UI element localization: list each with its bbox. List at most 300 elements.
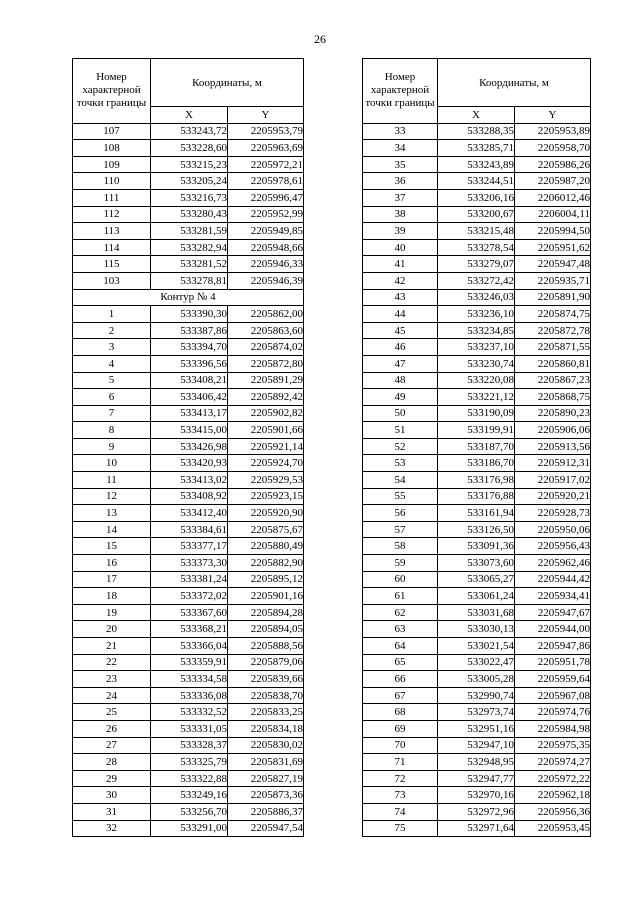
point-number-cell: 8 xyxy=(73,422,151,439)
y-coordinate-cell: 2205863,60 xyxy=(228,322,304,339)
x-coordinate-cell: 533367,60 xyxy=(151,604,228,621)
y-coordinate-cell: 2205874,75 xyxy=(515,306,591,323)
point-number-cell: 16 xyxy=(73,555,151,572)
y-coordinate-cell: 2205986,26 xyxy=(515,156,591,173)
y-coordinate-cell: 2205974,76 xyxy=(515,704,591,721)
y-coordinate-cell: 2205920,90 xyxy=(228,505,304,522)
table-row xyxy=(73,123,304,140)
point-number-cell: 114 xyxy=(73,239,151,256)
y-coordinate-cell: 2205963,69 xyxy=(228,140,304,157)
point-number-cell: 65 xyxy=(363,654,438,671)
table-row xyxy=(363,123,591,140)
table-row xyxy=(363,505,591,522)
table-row xyxy=(73,173,304,190)
point-number-cell: 49 xyxy=(363,389,438,406)
point-number-cell: 71 xyxy=(363,754,438,771)
table-row xyxy=(363,704,591,721)
point-number-cell: 21 xyxy=(73,638,151,655)
point-number-cell: 63 xyxy=(363,621,438,638)
page-number: 26 xyxy=(314,32,326,46)
y-coordinate-cell: 2205888,56 xyxy=(228,638,304,655)
y-coordinate-cell: 2205913,56 xyxy=(515,438,591,455)
table-row xyxy=(363,687,591,704)
x-coordinate-cell: 532947,77 xyxy=(438,770,515,787)
contour-label: Контур № 4 xyxy=(73,289,304,306)
table-row xyxy=(73,770,304,787)
y-coordinate-cell: 2205947,54 xyxy=(228,820,304,837)
y-coordinate-cell: 2205948,66 xyxy=(228,239,304,256)
y-coordinate-cell: 2205987,20 xyxy=(515,173,591,190)
point-number-cell: 29 xyxy=(73,770,151,787)
x-coordinate-cell: 533408,21 xyxy=(151,372,228,389)
x-column-header: X xyxy=(151,107,228,124)
table-row xyxy=(73,322,304,339)
table-row xyxy=(363,422,591,439)
y-coordinate-cell: 2205962,46 xyxy=(515,555,591,572)
table-row xyxy=(363,405,591,422)
x-coordinate-cell: 533243,89 xyxy=(438,156,515,173)
y-coordinate-cell: 2205831,69 xyxy=(228,754,304,771)
y-coordinate-cell: 2205944,00 xyxy=(515,621,591,638)
y-coordinate-cell: 2205834,18 xyxy=(228,720,304,737)
table-row xyxy=(363,355,591,372)
x-coordinate-cell: 533230,74 xyxy=(438,355,515,372)
point-number-cell: 68 xyxy=(363,704,438,721)
y-coordinate-cell: 2205827,19 xyxy=(228,770,304,787)
table-row xyxy=(73,140,304,157)
point-number-cell: 66 xyxy=(363,671,438,688)
y-coordinate-cell: 2205956,43 xyxy=(515,538,591,555)
y-coordinate-cell: 2205972,21 xyxy=(228,156,304,173)
x-coordinate-cell: 532948,95 xyxy=(438,754,515,771)
table-row xyxy=(73,687,304,704)
point-number-cell: 5 xyxy=(73,372,151,389)
table-row xyxy=(363,272,591,289)
point-number-cell: 115 xyxy=(73,256,151,273)
x-coordinate-cell: 533200,67 xyxy=(438,206,515,223)
table-row xyxy=(73,156,304,173)
table-row xyxy=(363,206,591,223)
table-row xyxy=(363,571,591,588)
coordinates-table-right xyxy=(362,58,591,837)
table-row xyxy=(73,638,304,655)
y-coordinate-cell: 2205953,79 xyxy=(228,123,304,140)
table-row xyxy=(73,521,304,538)
y-coordinate-cell: 2205917,02 xyxy=(515,472,591,489)
y-coordinate-cell: 2205962,18 xyxy=(515,787,591,804)
table-row xyxy=(363,438,591,455)
point-number-cell: 64 xyxy=(363,638,438,655)
table-row xyxy=(73,505,304,522)
y-coordinate-cell: 2205951,62 xyxy=(515,239,591,256)
y-coordinate-cell: 2205947,48 xyxy=(515,256,591,273)
table-row xyxy=(363,140,591,157)
point-number-cell: 33 xyxy=(363,123,438,140)
point-number-cell: 70 xyxy=(363,737,438,754)
point-number-cell: 69 xyxy=(363,720,438,737)
table-row xyxy=(73,588,304,605)
table-row xyxy=(73,654,304,671)
x-coordinate-cell: 533387,86 xyxy=(151,322,228,339)
point-number-cell: 40 xyxy=(363,239,438,256)
table-row xyxy=(73,422,304,439)
x-coordinate-cell: 533005,28 xyxy=(438,671,515,688)
x-coordinate-cell: 533272,42 xyxy=(438,272,515,289)
y-coordinate-cell: 2205833,25 xyxy=(228,704,304,721)
table-row xyxy=(363,820,591,837)
point-number-header: Номер характерной точки границы xyxy=(363,59,438,124)
point-number-header: Номер характерной точки границы xyxy=(73,59,151,124)
y-coordinate-cell: 2205994,50 xyxy=(515,223,591,240)
table-row xyxy=(73,737,304,754)
x-coordinate-cell: 533206,16 xyxy=(438,189,515,206)
x-coordinate-cell: 533413,17 xyxy=(151,405,228,422)
x-coordinate-cell: 533412,40 xyxy=(151,505,228,522)
point-number-cell: 24 xyxy=(73,687,151,704)
table-row xyxy=(363,638,591,655)
table-row xyxy=(73,306,304,323)
table-row xyxy=(73,256,304,273)
x-coordinate-cell: 533394,70 xyxy=(151,339,228,356)
point-number-cell: 1 xyxy=(73,306,151,323)
point-number-cell: 45 xyxy=(363,322,438,339)
x-coordinate-cell: 533221,12 xyxy=(438,389,515,406)
x-coordinate-cell: 533091,36 xyxy=(438,538,515,555)
table-row xyxy=(73,389,304,406)
x-coordinate-cell: 533031,68 xyxy=(438,604,515,621)
table-row xyxy=(73,189,304,206)
y-coordinate-cell: 2205879,06 xyxy=(228,654,304,671)
y-coordinate-cell: 2205975,35 xyxy=(515,737,591,754)
x-coordinate-cell: 533331,05 xyxy=(151,720,228,737)
x-coordinate-cell: 533205,24 xyxy=(151,173,228,190)
y-coordinate-cell: 2205950,06 xyxy=(515,521,591,538)
x-coordinate-cell: 533244,51 xyxy=(438,173,515,190)
x-coordinate-cell: 532990,74 xyxy=(438,687,515,704)
table-row xyxy=(363,720,591,737)
x-coordinate-cell: 532972,96 xyxy=(438,803,515,820)
y-coordinate-cell: 2205974,27 xyxy=(515,754,591,771)
x-coordinate-cell: 532970,16 xyxy=(438,787,515,804)
y-coordinate-cell: 2205953,45 xyxy=(515,820,591,837)
point-number-cell: 107 xyxy=(73,123,151,140)
x-coordinate-cell: 533249,16 xyxy=(151,787,228,804)
table-row xyxy=(363,654,591,671)
x-coordinate-cell: 533384,61 xyxy=(151,521,228,538)
x-coordinate-cell: 533216,73 xyxy=(151,189,228,206)
table-row xyxy=(73,272,304,289)
x-coordinate-cell: 533334,58 xyxy=(151,671,228,688)
point-number-cell: 35 xyxy=(363,156,438,173)
x-coordinate-cell: 533285,71 xyxy=(438,140,515,157)
x-coordinate-cell: 533281,52 xyxy=(151,256,228,273)
y-coordinate-cell: 2205912,31 xyxy=(515,455,591,472)
table-row xyxy=(363,621,591,638)
y-coordinate-cell: 2205946,33 xyxy=(228,256,304,273)
table-row xyxy=(73,472,304,489)
x-coordinate-cell: 533325,79 xyxy=(151,754,228,771)
table-row xyxy=(363,604,591,621)
y-coordinate-cell: 2205874,02 xyxy=(228,339,304,356)
x-coordinate-cell: 533022,47 xyxy=(438,654,515,671)
point-number-cell: 112 xyxy=(73,206,151,223)
point-number-cell: 4 xyxy=(73,355,151,372)
x-coordinate-cell: 532947,10 xyxy=(438,737,515,754)
x-coordinate-cell: 533279,07 xyxy=(438,256,515,273)
y-coordinate-cell: 2205894,28 xyxy=(228,604,304,621)
table-row xyxy=(363,538,591,555)
point-number-cell: 23 xyxy=(73,671,151,688)
table-row xyxy=(363,389,591,406)
x-coordinate-cell: 533246,03 xyxy=(438,289,515,306)
y-coordinate-cell: 2205928,73 xyxy=(515,505,591,522)
coordinates-header: Координаты, м xyxy=(438,59,591,107)
point-number-cell: 34 xyxy=(363,140,438,157)
table-row xyxy=(363,156,591,173)
y-coordinate-cell: 2205901,66 xyxy=(228,422,304,439)
x-coordinate-cell: 533328,37 xyxy=(151,737,228,754)
point-number-cell: 110 xyxy=(73,173,151,190)
table-row xyxy=(73,438,304,455)
table-row xyxy=(363,472,591,489)
y-coordinate-cell: 2205947,67 xyxy=(515,604,591,621)
table-row xyxy=(73,405,304,422)
point-number-cell: 20 xyxy=(73,621,151,638)
x-coordinate-cell: 533372,02 xyxy=(151,588,228,605)
y-coordinate-cell: 2205947,86 xyxy=(515,638,591,655)
y-coordinate-cell: 2205873,36 xyxy=(228,787,304,804)
x-coordinate-cell: 533366,04 xyxy=(151,638,228,655)
point-number-cell: 108 xyxy=(73,140,151,157)
y-coordinate-cell: 2205959,64 xyxy=(515,671,591,688)
x-coordinate-cell: 533413,02 xyxy=(151,472,228,489)
y-coordinate-cell: 2205902,82 xyxy=(228,405,304,422)
contour-row xyxy=(73,289,304,306)
point-number-cell: 52 xyxy=(363,438,438,455)
table-row xyxy=(73,206,304,223)
y-coordinate-cell: 2205830,02 xyxy=(228,737,304,754)
x-coordinate-cell: 533322,88 xyxy=(151,770,228,787)
x-coordinate-cell: 533368,21 xyxy=(151,621,228,638)
y-coordinate-cell: 2205872,80 xyxy=(228,355,304,372)
y-coordinate-cell: 2205892,42 xyxy=(228,389,304,406)
point-number-cell: 9 xyxy=(73,438,151,455)
point-number-cell: 42 xyxy=(363,272,438,289)
table-row xyxy=(363,488,591,505)
point-number-cell: 60 xyxy=(363,571,438,588)
x-coordinate-cell: 533215,23 xyxy=(151,156,228,173)
x-column-header: X xyxy=(438,107,515,124)
table-row xyxy=(73,704,304,721)
x-coordinate-cell: 533256,70 xyxy=(151,803,228,820)
point-number-cell: 41 xyxy=(363,256,438,273)
table-row xyxy=(363,306,591,323)
x-coordinate-cell: 533061,24 xyxy=(438,588,515,605)
point-number-cell: 58 xyxy=(363,538,438,555)
y-coordinate-cell: 2205953,89 xyxy=(515,123,591,140)
y-coordinate-cell: 2205882,90 xyxy=(228,555,304,572)
point-number-cell: 36 xyxy=(363,173,438,190)
point-number-cell: 111 xyxy=(73,189,151,206)
point-number-cell: 75 xyxy=(363,820,438,837)
point-number-cell: 44 xyxy=(363,306,438,323)
x-coordinate-cell: 533220,08 xyxy=(438,372,515,389)
x-coordinate-cell: 533176,98 xyxy=(438,472,515,489)
y-coordinate-cell: 2205880,49 xyxy=(228,538,304,555)
x-coordinate-cell: 533073,60 xyxy=(438,555,515,572)
point-number-cell: 22 xyxy=(73,654,151,671)
table-row xyxy=(73,803,304,820)
y-coordinate-cell: 2205978,61 xyxy=(228,173,304,190)
point-number-cell: 43 xyxy=(363,289,438,306)
point-number-cell: 47 xyxy=(363,355,438,372)
table-row xyxy=(363,256,591,273)
y-coordinate-cell: 2205958,70 xyxy=(515,140,591,157)
point-number-cell: 17 xyxy=(73,571,151,588)
point-number-cell: 67 xyxy=(363,687,438,704)
x-coordinate-cell: 533381,24 xyxy=(151,571,228,588)
point-number-cell: 11 xyxy=(73,472,151,489)
point-number-cell: 7 xyxy=(73,405,151,422)
x-coordinate-cell: 533278,81 xyxy=(151,272,228,289)
x-coordinate-cell: 533415,00 xyxy=(151,422,228,439)
point-number-cell: 109 xyxy=(73,156,151,173)
y-coordinate-cell: 2205871,55 xyxy=(515,339,591,356)
coordinates-header: Координаты, м xyxy=(151,59,304,107)
table-row xyxy=(73,621,304,638)
y-coordinate-cell: 2205944,42 xyxy=(515,571,591,588)
y-coordinate-cell: 2206012,46 xyxy=(515,189,591,206)
table-row xyxy=(73,538,304,555)
x-coordinate-cell: 533278,54 xyxy=(438,239,515,256)
point-number-cell: 3 xyxy=(73,339,151,356)
point-number-cell: 113 xyxy=(73,223,151,240)
point-number-cell: 28 xyxy=(73,754,151,771)
x-coordinate-cell: 533234,85 xyxy=(438,322,515,339)
y-coordinate-cell: 2205906,06 xyxy=(515,422,591,439)
table-row xyxy=(73,571,304,588)
table-row xyxy=(73,754,304,771)
x-coordinate-cell: 533190,09 xyxy=(438,405,515,422)
y-coordinate-cell: 2205894,05 xyxy=(228,621,304,638)
x-coordinate-cell: 533282,94 xyxy=(151,239,228,256)
y-coordinate-cell: 2205951,78 xyxy=(515,654,591,671)
point-number-cell: 37 xyxy=(363,189,438,206)
y-coordinate-cell: 2205891,90 xyxy=(515,289,591,306)
y-coordinate-cell: 2205996,47 xyxy=(228,189,304,206)
table-row xyxy=(363,239,591,256)
table-row xyxy=(363,289,591,306)
table-row xyxy=(363,322,591,339)
y-coordinate-cell: 2205920,21 xyxy=(515,488,591,505)
point-number-cell: 59 xyxy=(363,555,438,572)
x-coordinate-cell: 532951,16 xyxy=(438,720,515,737)
y-coordinate-cell: 2206004,11 xyxy=(515,206,591,223)
point-number-cell: 2 xyxy=(73,322,151,339)
point-number-cell: 12 xyxy=(73,488,151,505)
point-number-cell: 14 xyxy=(73,521,151,538)
x-coordinate-cell: 532971,64 xyxy=(438,820,515,837)
y-coordinate-cell: 2205956,36 xyxy=(515,803,591,820)
y-coordinate-cell: 2205934,41 xyxy=(515,588,591,605)
x-coordinate-cell: 533332,52 xyxy=(151,704,228,721)
point-number-cell: 50 xyxy=(363,405,438,422)
x-coordinate-cell: 533396,56 xyxy=(151,355,228,372)
table-row xyxy=(73,488,304,505)
table-body xyxy=(363,123,591,837)
x-coordinate-cell: 533215,48 xyxy=(438,223,515,240)
x-coordinate-cell: 533021,54 xyxy=(438,638,515,655)
table-row xyxy=(363,339,591,356)
x-coordinate-cell: 533373,30 xyxy=(151,555,228,572)
x-coordinate-cell: 533291,00 xyxy=(151,820,228,837)
y-coordinate-cell: 2205886,37 xyxy=(228,803,304,820)
table-row xyxy=(363,223,591,240)
table-row xyxy=(363,671,591,688)
x-coordinate-cell: 533199,91 xyxy=(438,422,515,439)
table-row xyxy=(363,803,591,820)
x-coordinate-cell: 532973,74 xyxy=(438,704,515,721)
y-coordinate-cell: 2205952,99 xyxy=(228,206,304,223)
table-row xyxy=(73,720,304,737)
point-number-cell: 27 xyxy=(73,737,151,754)
y-coordinate-cell: 2205967,08 xyxy=(515,687,591,704)
x-coordinate-cell: 533176,88 xyxy=(438,488,515,505)
x-coordinate-cell: 533065,27 xyxy=(438,571,515,588)
y-coordinate-cell: 2205872,78 xyxy=(515,322,591,339)
y-coordinate-cell: 2205838,70 xyxy=(228,687,304,704)
y-coordinate-cell: 2205935,71 xyxy=(515,272,591,289)
table-row xyxy=(73,339,304,356)
table-row xyxy=(363,189,591,206)
y-coordinate-cell: 2205949,85 xyxy=(228,223,304,240)
table-row xyxy=(363,455,591,472)
point-number-cell: 103 xyxy=(73,272,151,289)
point-number-cell: 30 xyxy=(73,787,151,804)
point-number-cell: 25 xyxy=(73,704,151,721)
point-number-cell: 56 xyxy=(363,505,438,522)
point-number-cell: 61 xyxy=(363,588,438,605)
table-row xyxy=(73,372,304,389)
y-coordinate-cell: 2205984,98 xyxy=(515,720,591,737)
point-number-cell: 6 xyxy=(73,389,151,406)
x-coordinate-cell: 533377,17 xyxy=(151,538,228,555)
point-number-cell: 48 xyxy=(363,372,438,389)
y-coordinate-cell: 2205875,67 xyxy=(228,521,304,538)
point-number-cell: 73 xyxy=(363,787,438,804)
y-coordinate-cell: 2205924,70 xyxy=(228,455,304,472)
point-number-cell: 26 xyxy=(73,720,151,737)
x-coordinate-cell: 533228,60 xyxy=(151,140,228,157)
table-row xyxy=(363,737,591,754)
table-row xyxy=(73,787,304,804)
y-column-header: Y xyxy=(515,107,591,124)
point-number-cell: 55 xyxy=(363,488,438,505)
point-number-cell: 19 xyxy=(73,604,151,621)
x-coordinate-cell: 533408,92 xyxy=(151,488,228,505)
table-row xyxy=(73,604,304,621)
table-row xyxy=(363,521,591,538)
table-row xyxy=(73,223,304,240)
y-coordinate-cell: 2205839,66 xyxy=(228,671,304,688)
x-coordinate-cell: 533186,70 xyxy=(438,455,515,472)
y-coordinate-cell: 2205862,00 xyxy=(228,306,304,323)
table-body xyxy=(73,123,304,837)
point-number-cell: 10 xyxy=(73,455,151,472)
point-number-cell: 74 xyxy=(363,803,438,820)
x-coordinate-cell: 533280,43 xyxy=(151,206,228,223)
point-number-cell: 54 xyxy=(363,472,438,489)
